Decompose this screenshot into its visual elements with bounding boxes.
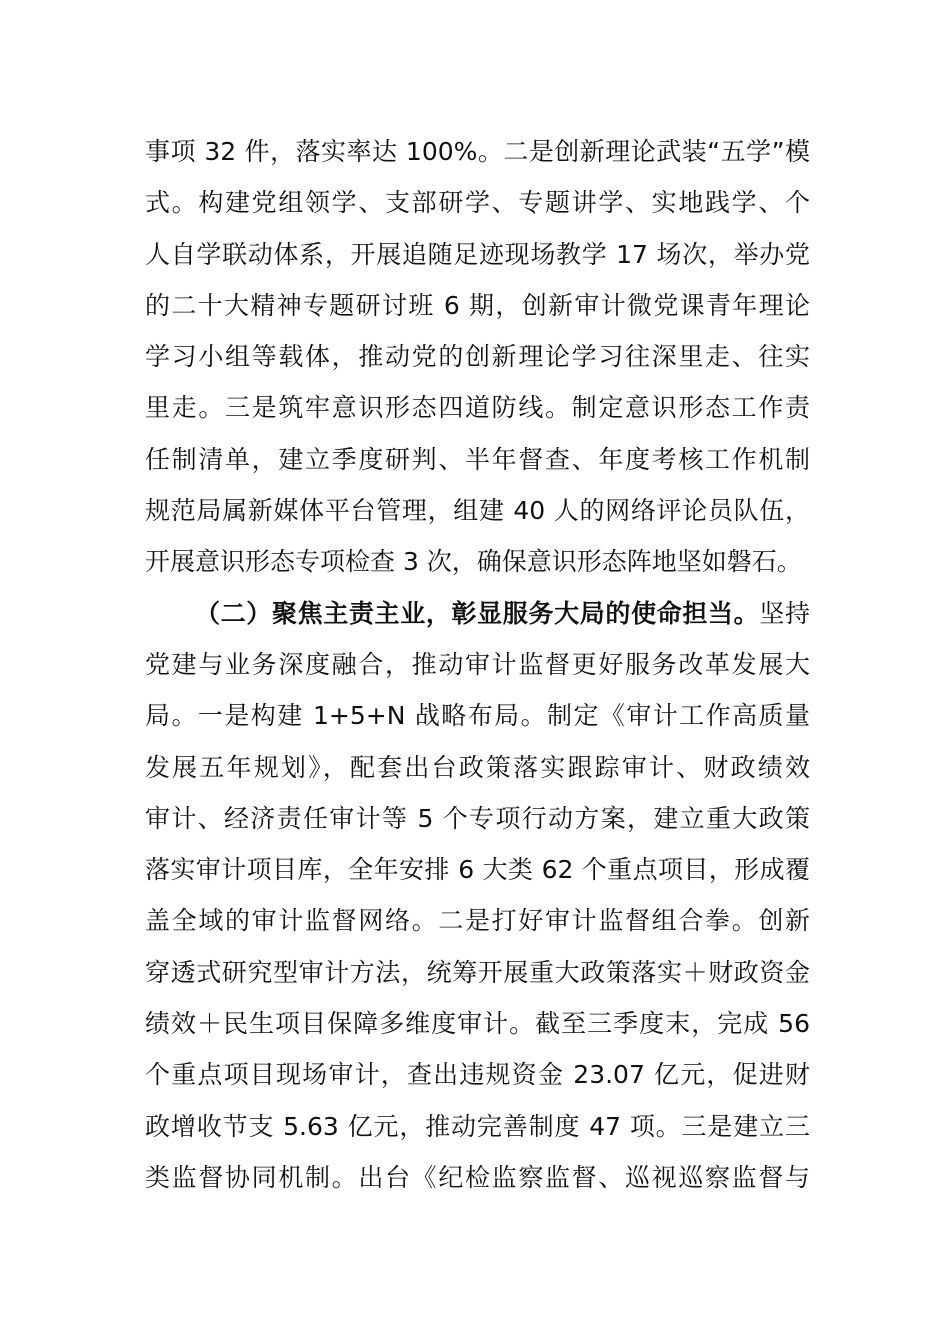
body-line: 的二十大精神专题研讨班 6 期，创新审计微党课青年理论	[145, 290, 810, 320]
body-line: 绩效＋民生项目保障多维度审计。截至三季度末，完成 56	[145, 1009, 810, 1039]
body-line: 局。一是构建 1+5+N 战略布局。制定《审计工作高质量	[145, 701, 810, 731]
body-line: 规范局属新媒体平台管理，组建 40 人的网络评论员队伍，	[145, 496, 810, 526]
body-line: 事项 32 件，落实率达 100%。二是创新理论武装“五学”模	[145, 137, 810, 166]
body-line: 审计、经济责任审计等 5 个专项行动方案，建立重大政策	[145, 803, 810, 833]
body-line: 盖全域的审计监督网络。二是打好审计监督组合拳。创新	[145, 906, 810, 936]
body-line: 个重点项目现场审计，查出违规资金 23.07 亿元，促进财	[145, 1060, 810, 1090]
body-line: 类监督协同机制。出台《纪检监察监督、巡视巡察监督与	[145, 1162, 810, 1192]
body-line: 人自学联动体系，开展追随足迹现场教学 17 场次，举办党	[145, 239, 810, 269]
body-line: 穿透式研究型审计方法，统筹开展重大政策落实＋财政资金	[145, 957, 810, 987]
section-2-first-line	[145, 588, 810, 639]
body-line: 政增收节支 5.63 亿元，推动完善制度 47 项。三是建立三	[145, 1111, 810, 1141]
body-line: 里走。三是筑牢意识形态四道防线。制定意识形态工作责	[145, 393, 810, 423]
body-line: 发展五年规划》，配套出台政策落实跟踪审计、财政绩效	[145, 752, 810, 782]
body-line: 党建与业务深度融合，推动审计监督更好服务改革发展大	[145, 649, 810, 679]
document-body	[145, 126, 810, 1203]
body-line: 开展意识形态专项检查 3 次，确保意识形态阵地坚如磐石。	[145, 547, 802, 577]
section-2-first-line-text: 坚持	[759, 598, 810, 628]
section-2-heading: （二）聚焦主责主业，彰显服务大局的使命担当。	[195, 598, 760, 628]
body-line: 落实审计项目库，全年安排 6 大类 62 个重点项目，形成覆	[145, 855, 810, 885]
body-line: 学习小组等载体，推动党的创新理论学习往深里走、往实	[145, 342, 810, 372]
body-line: 式。构建党组领学、支部研学、专题讲学、实地践学、个	[145, 188, 810, 218]
body-line: 任制清单，建立季度研判、半年督查、年度考核工作机制	[145, 444, 810, 474]
